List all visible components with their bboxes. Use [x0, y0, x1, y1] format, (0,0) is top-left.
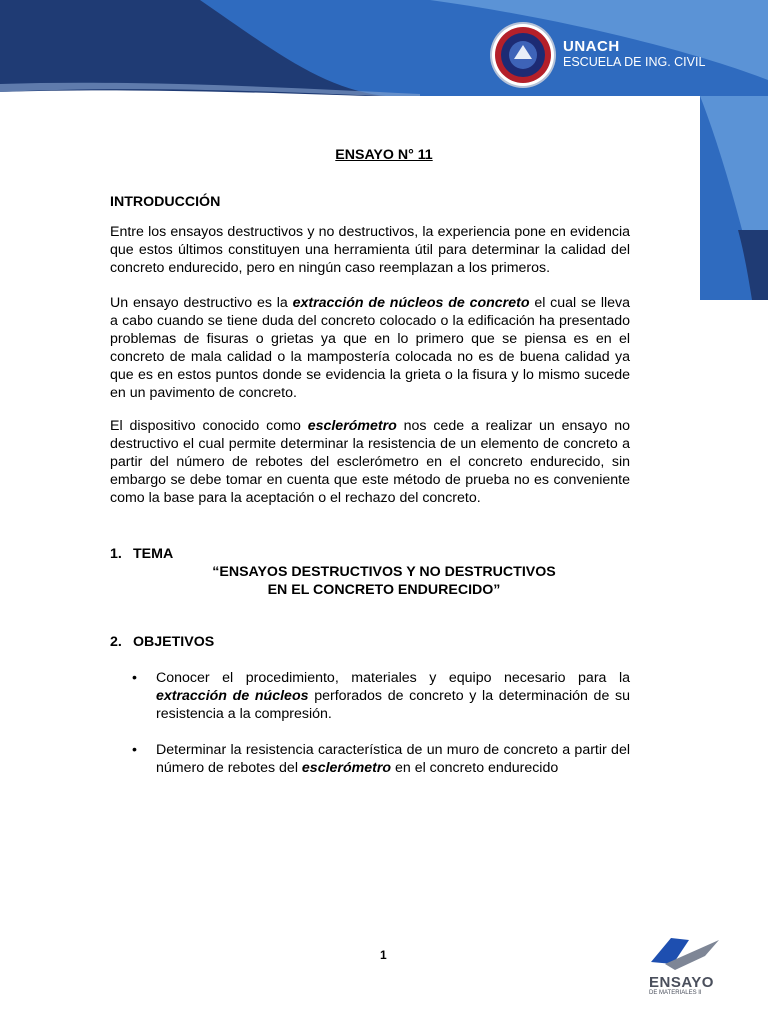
objective-item-2: • Determinar la resistencia característica de un muro de concreto a partir del número de rebotes del esclerómetro en el concreto endurecido	[132, 742, 630, 776]
page-number: 1	[380, 948, 387, 962]
ensayo-materiales-logo	[645, 934, 725, 998]
logo-word: ENSAYO	[649, 974, 714, 991]
section-tema-heading: 1. TEMA	[110, 546, 174, 562]
intro-heading: INTRODUCCIÓN	[110, 194, 221, 210]
logo-subtitle: DE MATERIALES II	[649, 990, 702, 996]
institution-name: UNACH	[563, 38, 620, 55]
intro-paragraph-2: Un ensayo destructivo es la extracción de núcleos de concreto el cual se lleva a cabo cuando se tiene duda del concreto colocado o la edificación ha presentado problemas de fisuras o grietas ya que en lo primero que se piensa es en el concreto de mala calidad o la mampostería colocada no es de buena calidad ya que es en estos puntos donde se evidencia la grieta o la fisura y lo mismo sucede en un pavimento de concreto.	[110, 295, 630, 401]
bullet-icon: •	[132, 670, 137, 686]
institution-block	[563, 38, 705, 69]
bold-term: esclerómetro	[301, 760, 392, 776]
bold-term: extracción de núcleos	[156, 688, 309, 704]
intro-paragraph-1: Entre los ensayos destructivos y no destructivos, la experiencia pone en evidencia que estos últimos constituyen una herramienta útil para determinar la calidad del concreto endurecido, pero en ningún caso reemplazan a los primeros.	[110, 224, 630, 276]
section-objetivos-heading: 2. OBJETIVOS	[110, 634, 215, 650]
intro-paragraph-3: El dispositivo conocido como esclerómetro nos cede a realizar un ensayo no destructivo el cual permite determinar la resistencia de un elemento de concreto a partir del número de rebotes del esclerómetro en el concreto endurecido, sin embargo se debe tomar en cuenta que este método de prueba no es conveniente como la base para la aceptación o el rechazo del concreto.	[110, 418, 631, 506]
school-name: ESCUELA DE ING. CIVIL	[563, 55, 706, 69]
bullet-icon: •	[132, 742, 137, 758]
university-seal-logo	[492, 24, 554, 86]
tema-title: “ENSAYOS DESTRUCTIVOS Y NO DESTRUCTIVOS EN EL CONCRETO ENDURECIDO”	[212, 564, 556, 598]
bold-term: esclerómetro	[307, 418, 397, 434]
checkmark-swoosh-icon	[645, 934, 725, 974]
objective-item-1: • Conocer el procedimiento, materiales y equipo necesario para la extracción de núcleos perforados de concreto y la determinación de su resistencia a la compresión.	[132, 670, 631, 722]
document-title: ENSAYO N° 11	[335, 147, 433, 163]
bold-term: extracción de núcleos de concreto	[292, 295, 530, 311]
